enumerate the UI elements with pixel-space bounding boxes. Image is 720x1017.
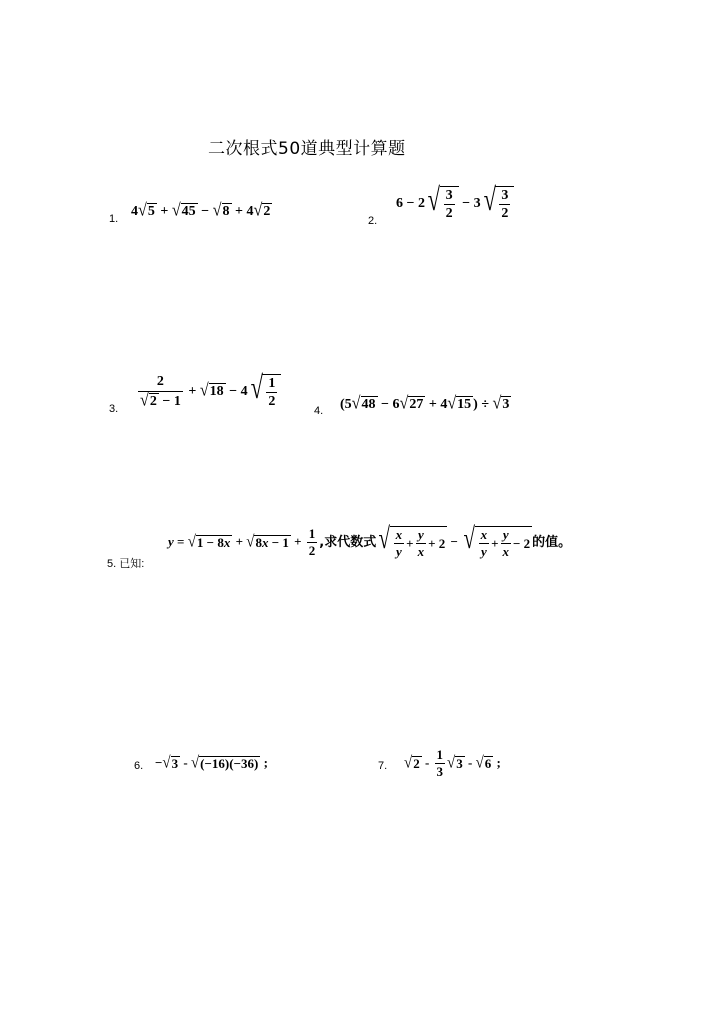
problem-6-number: 6. — [134, 760, 144, 772]
problem-7-expression: √ 2 - $\frac{1}{3}$ √ 3 - √ 6 ; — [404, 747, 501, 780]
problem-5-expression: y = √ 1 − 8x + √ 8x − 1 + $\frac{1}{2}$ ,求代数式 √ $\frac{x}{y}$ + $\frac{y}{x}$ + 2 − √ $\frac{x}{y}$ + $\frac{y}{x}$ − 2 的值。 — [168, 522, 572, 560]
page-title: 二次根式50道典型计算题 — [208, 139, 406, 159]
problem-5-number: 5. 已知: — [107, 558, 145, 570]
problem-3-expression: 2 √ 2 − 1 + √ 18 − 4 √ $\frac{1}{2}$ — [136, 374, 281, 410]
problem-3-number: 3. — [109, 403, 119, 415]
problem-6-expression: − √ 3 - √ (−16)(−36) ; — [155, 754, 268, 772]
problem-1-expression: 4 √ 5 + √ 45 − √ 8 + 4 √ 2 — [131, 201, 271, 220]
problem-4-number: 4. — [314, 405, 324, 417]
problem-5-text-b: 的值。 — [532, 534, 572, 550]
problem-7-number: 7. — [378, 760, 388, 772]
problem-2-number: 2. — [368, 215, 378, 227]
problem-2-expression: 6 − 2 √ $\frac{3}{2}$ − 3 √ $\frac{3}{2}$ — [396, 186, 514, 222]
problem-1-number: 1. — [109, 213, 119, 225]
problem-5-text-a: ,求代数式 — [319, 534, 377, 550]
problem-4-expression: (5 √ 48 − 6 √ 27 + 4 √ 15 ) ÷ √ 3 — [340, 394, 510, 413]
